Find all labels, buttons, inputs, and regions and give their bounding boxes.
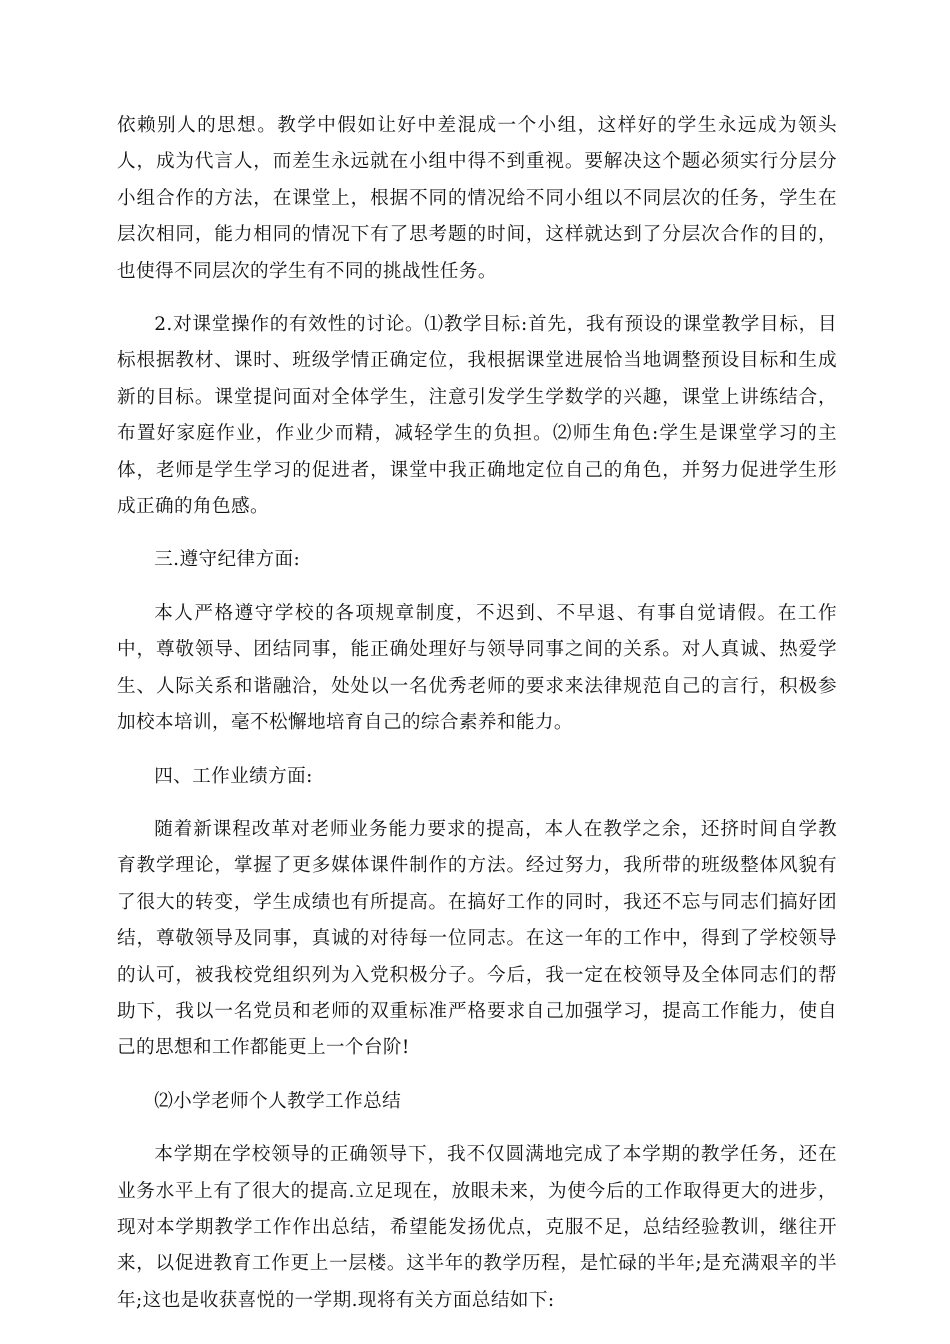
paragraph-classroom-effectiveness: 2.对课堂操作的有效性的讨论。⑴教学目标:首先，我有预设的课堂教学目标，目标根据教材、课时、班级学情正确定位，我根据课堂进展恰当地调整预设目标和生成新的目标。课堂提问面对全体学生，注意引发学生学数学的兴趣，课堂上讲练结合，布置好家庭作业，作业少而精，减轻学生的负担。⑵师生角色:学生是课堂学习的主体，老师是学生学习的促进者，课堂中我正确地定位自己的角色，并努力促进学生形成正确的角色感。 (117, 314, 837, 518)
paragraph-summary-intro: 本学期在学校领导的正确领导下，我不仅圆满地完成了本学期的教学任务，还在业务水平上有了很大的提高.立足现在，放眼未来，为使今后的工作取得更大的进步，现对本学期教学工作作出总结，希望能发扬优点，克服不足，总结经验教训，继往开来，以促进教育工作更上一层楼。这半年的教学历程，是忙碌的半年;是充满艰辛的半年;这也是收获喜悦的一学期.现将有关方面总结如下: (117, 1144, 837, 1311)
section-heading-discipline: 三.遵守纪律方面: (154, 549, 301, 571)
paragraph-discipline: 本人严格遵守学校的各项规章制度，不迟到、不早退、有事自觉请假。在工作中，尊敬领导、团结同事，能正确处理好与领导同事之间的关系。对人真诚、热爱学生、人际关系和谐融洽，处处以一名优秀老师的要求来法律规范自己的言行，积极参加校本培训，毫不松懈地培育自己的综合素养和能力。 (117, 602, 837, 734)
paragraph-continuation: 依赖别人的思想。教学中假如让好中差混成一个小组，这样好的学生永远成为领头人，成为代言人，而差生永远就在小组中得不到重视。要解决这个题必须实行分层分小组合作的方法，在课堂上，根据不同的情况给不同小组以不同层次的任务，学生在层次相同，能力相同的情况下有了思考题的时间，这样就达到了分层次合作的目的，也使得不同层次的学生有不同的挑战性任务。 (117, 115, 837, 282)
document-body (117, 108, 837, 1319)
section-heading-summary-title: ⑵小学老师个人教学工作总结 (154, 1090, 402, 1112)
section-heading-achievements: 四、工作业绩方面: (154, 765, 313, 787)
paragraph-achievements: 随着新课程改革对老师业务能力要求的提高，本人在教学之余，还挤时间自学教育教学理论，掌握了更多媒体课件制作的方法。经过努力，我所带的班级整体风貌有了很大的转变，学生成绩也有所提高。在搞好工作的同时，我还不忘与同志们搞好团结，尊敬领导及同事，真诚的对待每一位同志。在这一年的工作中，得到了学校领导的认可，被我校党组织列为入党积极分子。今后，我一定在校领导及全体同志们的帮助下，我以一名党员和老师的双重标准严格要求自己加强学习，提高工作能力，使自己的思想和工作都能更上一个台阶! (117, 818, 837, 1059)
